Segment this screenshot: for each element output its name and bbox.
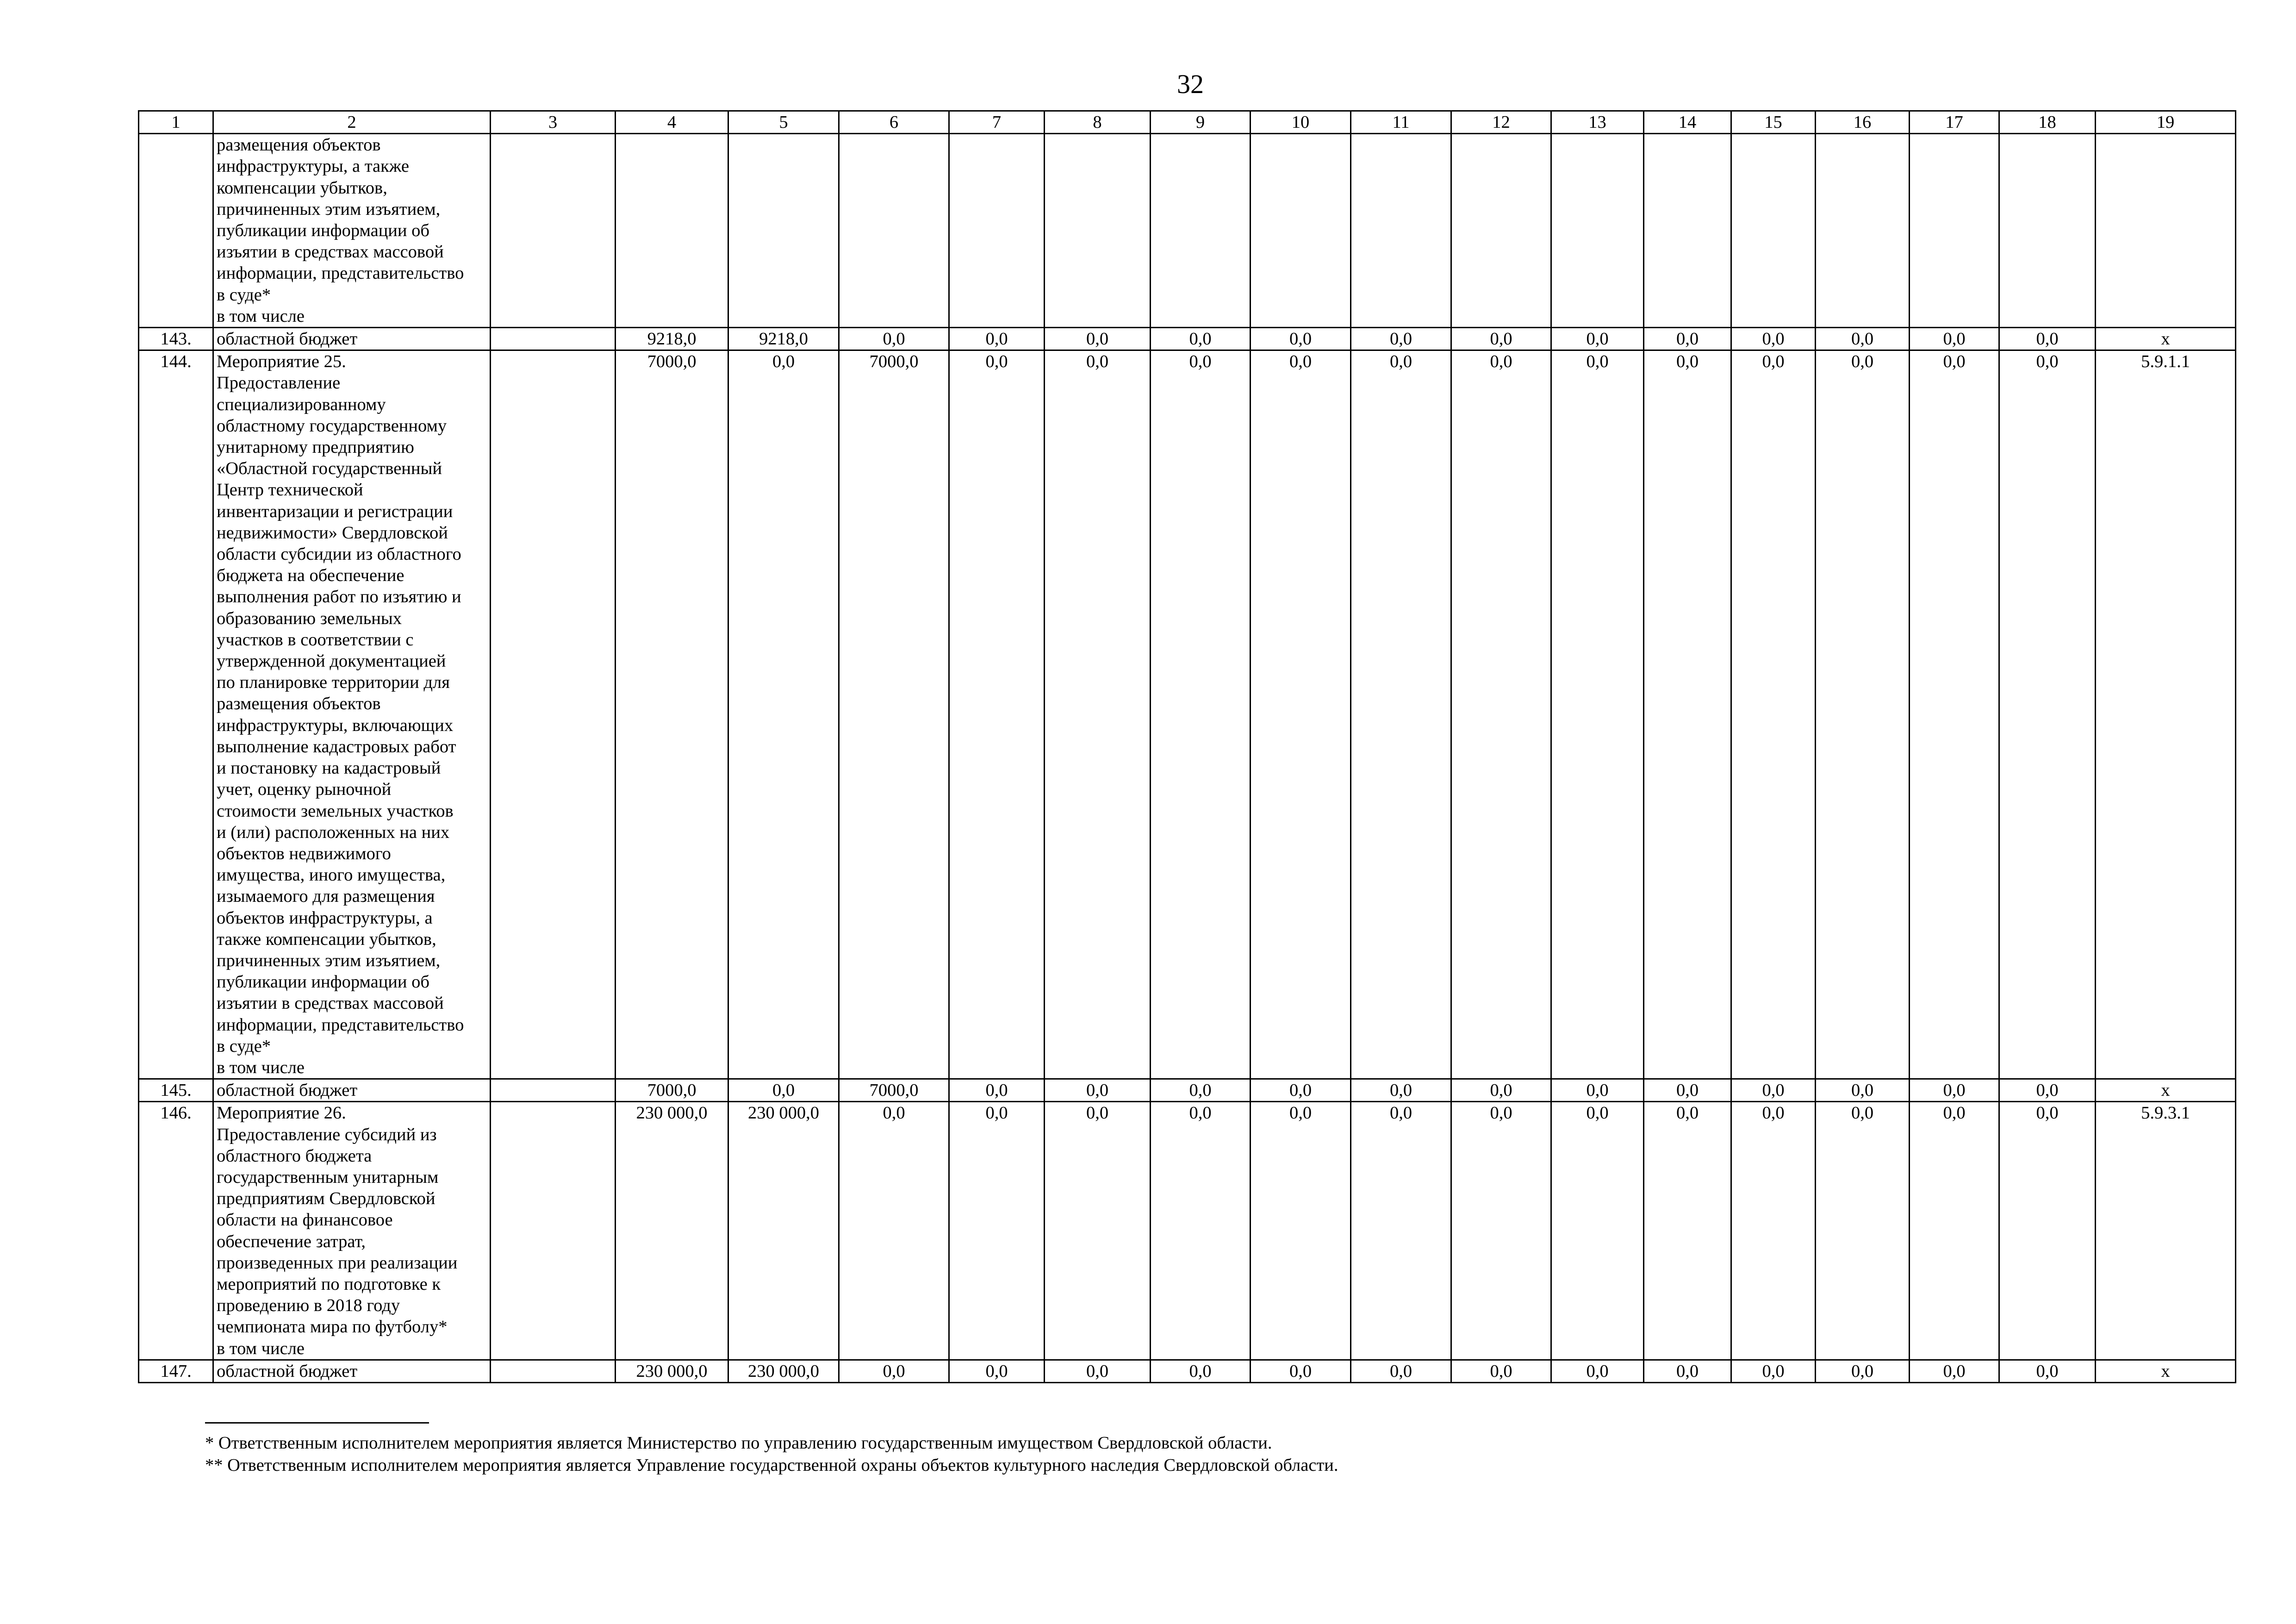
column-3-cell	[491, 1102, 616, 1360]
amount-cell: 0,0	[1151, 1079, 1251, 1102]
amount-cell: 0,0	[1451, 1079, 1551, 1102]
amount-cell: 0,0	[1451, 1102, 1551, 1360]
amount-cell: 0,0	[1251, 1360, 1351, 1382]
amount-cell	[1251, 134, 1351, 328]
amount-cell	[1731, 134, 1816, 328]
amount-cell: 0,0	[1351, 350, 1451, 1079]
amount-cell: 0,0	[1551, 1079, 1644, 1102]
amount-cell: 0,0	[1551, 1360, 1644, 1382]
header-cell: 12	[1451, 111, 1551, 134]
header-cell: 1	[139, 111, 213, 134]
row-number-cell: 143.	[139, 328, 213, 350]
amount-cell: 0,0	[1731, 1079, 1816, 1102]
amount-cell: 0,0	[1999, 1360, 2096, 1382]
header-cell: 19	[2096, 111, 2236, 134]
total-amount-cell: 9218,0	[616, 328, 728, 350]
footnote-2: ** Ответственным исполнителем мероприятия является Управление государственной охраны объектов культурного наследия Свердловской области.	[205, 1455, 1338, 1475]
activity-name-cell: размещения объектов инфраструктуры, а также компенсации убытков, причиненных этим изъятием, публикации информации об изъятии в средствах массовой информации, представительство в суде* в том числе	[213, 134, 491, 328]
amount-cell: 0,0	[1351, 1360, 1451, 1382]
header-cell: 5	[728, 111, 839, 134]
amount-cell: 7000,0	[839, 1079, 949, 1102]
activity-name-cell: областной бюджет	[213, 1079, 491, 1102]
table-row	[139, 1079, 2236, 1102]
header-cell: 14	[1644, 111, 1731, 134]
header-cell: 3	[491, 111, 616, 134]
amount-cell	[1151, 134, 1251, 328]
amount-cell: 0,0	[1731, 328, 1816, 350]
header-cell: 2	[213, 111, 491, 134]
amount-cell: 0,0	[1731, 1102, 1816, 1360]
amount-cell: 0,0	[949, 328, 1045, 350]
amount-cell	[839, 134, 949, 328]
amount-cell: 0,0	[1816, 350, 1910, 1079]
amount-cell: 0,0	[949, 1079, 1045, 1102]
amount-cell: 0,0	[1251, 328, 1351, 350]
amount-cell	[1816, 134, 1910, 328]
amount-cell: 7000,0	[839, 350, 949, 1079]
row-number-cell: 145.	[139, 1079, 213, 1102]
amount-cell	[1551, 134, 1644, 328]
amount-cell: 0,0	[1451, 1360, 1551, 1382]
header-cell: 15	[1731, 111, 1816, 134]
amount-cell: 0,0	[1910, 1079, 1999, 1102]
header-cell: 16	[1816, 111, 1910, 134]
footnote-separator	[205, 1422, 429, 1424]
amount-cell: 0,0	[728, 350, 839, 1079]
amount-cell: 0,0	[1999, 1079, 2096, 1102]
amount-cell: 0,0	[839, 1360, 949, 1382]
column-3-cell	[491, 134, 616, 328]
header-cell: 4	[616, 111, 728, 134]
target-indicator-cell: х	[2096, 328, 2236, 350]
target-indicator-cell: х	[2096, 1079, 2236, 1102]
table-row	[139, 1102, 2236, 1360]
column-3-cell	[491, 1360, 616, 1382]
amount-cell: 230 000,0	[728, 1360, 839, 1382]
table-row	[139, 350, 2236, 1079]
amount-cell: 9218,0	[728, 328, 839, 350]
amount-cell: 0,0	[1151, 1102, 1251, 1360]
activity-name-cell: Мероприятие 25. Предоставление специализированному областному государственному унитарному предприятию «Областной государственный Центр технической инвентаризации и регистрации недвижимости» Свердловской области субсидии из областного бюджета на обеспечение выполнения работ по изъятию и образованию земельных участков в соответствии с утвержденной документацией по планировке территории для размещения объектов инфраструктуры, включающих выполнение кадастровых работ и постановку на кадастровый учет, оценку рыночной стоимости земельных участков и (или) расположенных на них объектов недвижимого имущества, иного имущества, изымаемого для размещения объектов инфраструктуры, а также компенсации убытков, причиненных этим изъятием, публикации информации об изъятии в средствах массовой информации, представительство в суде* в том числе	[213, 350, 491, 1079]
row-number-cell: 147.	[139, 1360, 213, 1382]
amount-cell	[1910, 134, 1999, 328]
amount-cell: 0,0	[1351, 1102, 1451, 1360]
amount-cell	[1451, 134, 1551, 328]
amount-cell	[1045, 134, 1151, 328]
amount-cell	[949, 134, 1045, 328]
header-cell: 18	[1999, 111, 2096, 134]
column-3-cell	[491, 328, 616, 350]
amount-cell: 0,0	[1151, 328, 1251, 350]
amount-cell: 0,0	[1910, 1102, 1999, 1360]
amount-cell: 0,0	[1816, 1079, 1910, 1102]
amount-cell: 0,0	[1644, 328, 1731, 350]
amount-cell: 0,0	[1551, 328, 1644, 350]
column-3-cell	[491, 1079, 616, 1102]
amount-cell: 0,0	[1551, 350, 1644, 1079]
total-amount-cell: 7000,0	[616, 350, 728, 1079]
amount-cell: 0,0	[728, 1079, 839, 1102]
budget-table	[138, 110, 2236, 1383]
target-indicator-cell: х	[2096, 1360, 2236, 1382]
amount-cell: 0,0	[949, 350, 1045, 1079]
row-number-cell: 144.	[139, 350, 213, 1079]
amount-cell: 0,0	[1451, 328, 1551, 350]
header-cell: 7	[949, 111, 1045, 134]
amount-cell: 0,0	[839, 1102, 949, 1360]
amount-cell: 0,0	[1351, 1079, 1451, 1102]
amount-cell: 0,0	[1551, 1102, 1644, 1360]
amount-cell: 0,0	[1151, 350, 1251, 1079]
footnotes	[205, 1422, 1338, 1476]
target-indicator-cell	[2096, 134, 2236, 328]
total-amount-cell: 7000,0	[616, 1079, 728, 1102]
header-cell: 11	[1351, 111, 1451, 134]
footnote-1: * Ответственным исполнителем мероприятия является Министерство по управлению государственным имуществом Свердловской области.	[205, 1433, 1272, 1453]
amount-cell: 0,0	[1045, 328, 1151, 350]
table-row	[139, 328, 2236, 350]
amount-cell: 0,0	[949, 1102, 1045, 1360]
row-number-cell	[139, 134, 213, 328]
amount-cell: 0,0	[839, 328, 949, 350]
total-amount-cell: 230 000,0	[616, 1360, 728, 1382]
amount-cell	[1644, 134, 1731, 328]
activity-name-cell: областной бюджет	[213, 1360, 491, 1382]
header-cell: 13	[1551, 111, 1644, 134]
amount-cell: 0,0	[1045, 1360, 1151, 1382]
amount-cell: 0,0	[1999, 1102, 2096, 1360]
amount-cell: 0,0	[1251, 350, 1351, 1079]
amount-cell: 0,0	[1251, 1102, 1351, 1360]
amount-cell: 0,0	[1644, 350, 1731, 1079]
amount-cell	[1351, 134, 1451, 328]
amount-cell: 0,0	[1816, 1102, 1910, 1360]
activity-name-cell: областной бюджет	[213, 328, 491, 350]
amount-cell: 0,0	[1816, 328, 1910, 350]
amount-cell: 0,0	[1644, 1102, 1731, 1360]
amount-cell: 0,0	[1910, 1360, 1999, 1382]
total-amount-cell	[616, 134, 728, 328]
total-amount-cell: 230 000,0	[616, 1102, 728, 1360]
amount-cell: 0,0	[1151, 1360, 1251, 1382]
header-cell: 9	[1151, 111, 1251, 134]
activity-name-cell: Мероприятие 26. Предоставление субсидий из областного бюджета государственным унитарным предприятиям Свердловской области на финансовое обеспечение затрат, произведенных при реализации мероприятий по подготовке к проведению в 2018 году чемпионата мира по футболу* в том числе	[213, 1102, 491, 1360]
amount-cell: 0,0	[1351, 328, 1451, 350]
header-cell: 17	[1910, 111, 1999, 134]
table-row	[139, 134, 2236, 328]
amount-cell: 0,0	[1644, 1360, 1731, 1382]
amount-cell: 0,0	[1910, 350, 1999, 1079]
amount-cell: 0,0	[1045, 1079, 1151, 1102]
amount-cell: 0,0	[1999, 350, 2096, 1079]
amount-cell	[1999, 134, 2096, 328]
target-indicator-cell: 5.9.3.1	[2096, 1102, 2236, 1360]
page-number: 32	[1177, 69, 1204, 99]
row-number-cell: 146.	[139, 1102, 213, 1360]
amount-cell: 0,0	[1731, 1360, 1816, 1382]
amount-cell: 0,0	[949, 1360, 1045, 1382]
amount-cell: 0,0	[1045, 350, 1151, 1079]
header-cell: 10	[1251, 111, 1351, 134]
amount-cell: 0,0	[1451, 350, 1551, 1079]
amount-cell: 0,0	[1644, 1079, 1731, 1102]
header-row	[139, 111, 2236, 134]
amount-cell: 0,0	[1045, 1102, 1151, 1360]
table-row	[139, 1360, 2236, 1382]
amount-cell: 0,0	[1251, 1079, 1351, 1102]
amount-cell: 0,0	[1999, 328, 2096, 350]
amount-cell: 0,0	[1731, 350, 1816, 1079]
header-cell: 6	[839, 111, 949, 134]
amount-cell: 230 000,0	[728, 1102, 839, 1360]
amount-cell	[728, 134, 839, 328]
amount-cell: 0,0	[1816, 1360, 1910, 1382]
header-cell: 8	[1045, 111, 1151, 134]
amount-cell: 0,0	[1910, 328, 1999, 350]
column-3-cell	[491, 350, 616, 1079]
target-indicator-cell: 5.9.1.1	[2096, 350, 2236, 1079]
